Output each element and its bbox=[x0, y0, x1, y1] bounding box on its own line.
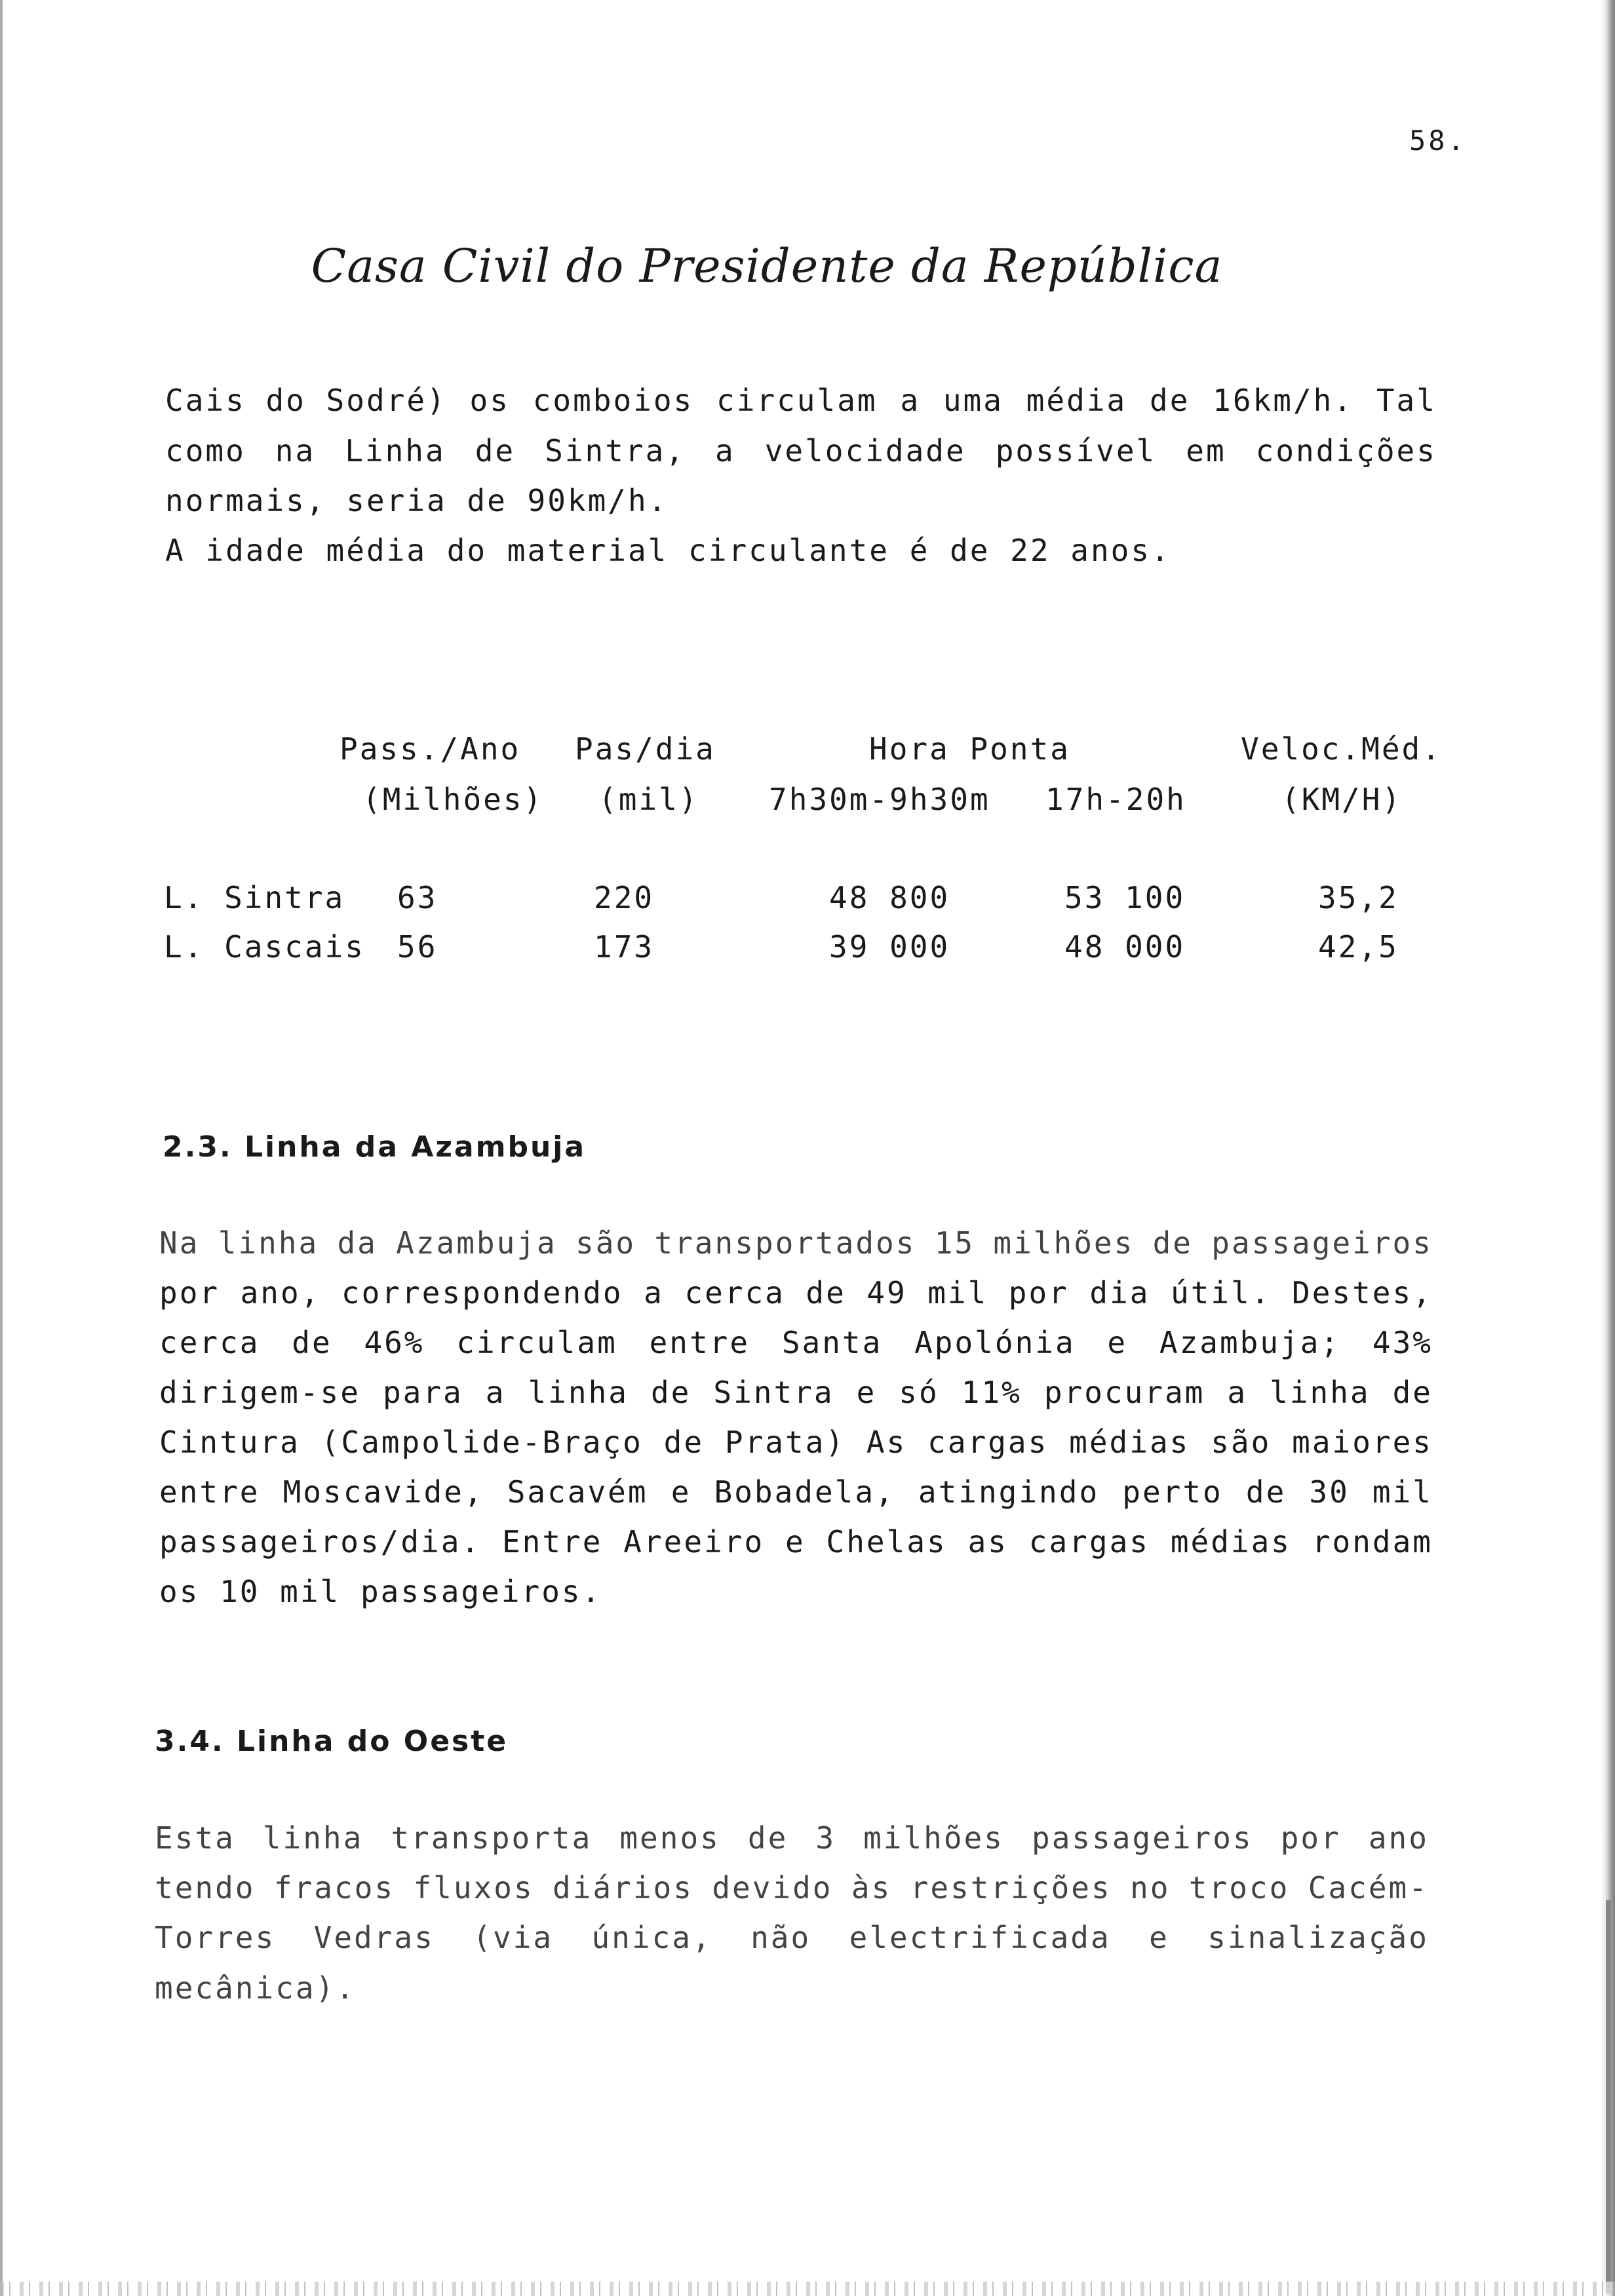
word: linha bbox=[262, 1820, 364, 1856]
row-veloc: 35,2 bbox=[1318, 880, 1399, 915]
word: da bbox=[337, 1225, 378, 1261]
word: transporta bbox=[391, 1820, 593, 1856]
word: electrificada bbox=[849, 1920, 1111, 1955]
word: ano bbox=[1368, 1820, 1429, 1856]
text-line bbox=[155, 1870, 1429, 1905]
header-pas-dia-unit: (mil) bbox=[598, 782, 699, 817]
word: Apolónia bbox=[914, 1325, 1076, 1360]
word: Entre bbox=[501, 1524, 603, 1559]
word: na bbox=[275, 433, 316, 469]
word: mil bbox=[1372, 1474, 1433, 1510]
text-line bbox=[159, 1524, 1433, 1559]
word: Torres bbox=[155, 1920, 276, 1955]
word: Cintura bbox=[159, 1425, 300, 1460]
text-line bbox=[159, 1474, 1433, 1510]
word: Sintra bbox=[713, 1375, 834, 1410]
word: condições bbox=[1255, 433, 1437, 469]
header-hora-ponta: Hora Ponta bbox=[869, 731, 1070, 767]
word: a bbox=[644, 1275, 664, 1311]
word: Moscavide, bbox=[282, 1474, 484, 1510]
text-line bbox=[165, 533, 1171, 568]
word: de bbox=[1392, 1375, 1433, 1410]
word: Tal bbox=[1376, 383, 1437, 418]
word: procuram bbox=[1043, 1375, 1205, 1410]
word: de bbox=[650, 1375, 691, 1410]
row-line: L. Sintra bbox=[164, 880, 345, 915]
word: normais, seria de 90km/h. bbox=[165, 483, 669, 518]
word: sinalização bbox=[1207, 1920, 1429, 1955]
word: a bbox=[715, 433, 735, 469]
word: diários bbox=[553, 1870, 693, 1905]
word: de bbox=[1245, 1474, 1287, 1510]
word: de bbox=[292, 1325, 332, 1360]
word: de bbox=[1152, 1225, 1193, 1261]
word: às bbox=[851, 1870, 892, 1905]
word: Vedras bbox=[313, 1920, 435, 1955]
text-line bbox=[159, 1574, 602, 1609]
word: de bbox=[663, 1425, 705, 1460]
word: (Campolide-Braço bbox=[321, 1425, 643, 1460]
word: linha bbox=[1270, 1375, 1371, 1410]
text-line bbox=[165, 433, 1437, 469]
row-pas-dia: 220 bbox=[594, 880, 655, 915]
word: mecânica). bbox=[155, 1970, 356, 2006]
word: e bbox=[1107, 1325, 1128, 1360]
word: maiores bbox=[1292, 1425, 1433, 1460]
word: Cais do Sodré) bbox=[165, 383, 447, 418]
word: Sacavém bbox=[507, 1474, 648, 1510]
text-line bbox=[165, 383, 1437, 418]
word: entre bbox=[649, 1325, 750, 1360]
word: a bbox=[1227, 1375, 1248, 1410]
word: circulam bbox=[456, 1325, 617, 1360]
word: correspondendo bbox=[341, 1275, 623, 1311]
word: são bbox=[1211, 1425, 1272, 1460]
word: fracos bbox=[273, 1870, 395, 1905]
word: cerca bbox=[159, 1325, 260, 1360]
section-heading-azambuja: 2.3. Linha da Azambuja bbox=[163, 1130, 587, 1164]
word: Areeiro bbox=[623, 1524, 765, 1559]
word: a bbox=[900, 383, 921, 418]
word: 15 bbox=[934, 1225, 975, 1261]
word: de bbox=[475, 433, 516, 469]
word: 3 bbox=[815, 1820, 836, 1856]
word: Linha bbox=[345, 433, 446, 469]
word: e bbox=[671, 1474, 691, 1510]
word: menos bbox=[619, 1820, 720, 1856]
word: não bbox=[750, 1920, 811, 1955]
word: Destes, bbox=[1292, 1275, 1433, 1311]
row-manha: 48 800 bbox=[829, 880, 950, 915]
text-line bbox=[159, 1325, 1433, 1360]
word: Bobadela, bbox=[714, 1474, 895, 1510]
word: ano, bbox=[240, 1275, 321, 1311]
word: Na bbox=[159, 1225, 200, 1261]
word: por bbox=[1280, 1820, 1341, 1856]
word: perto bbox=[1122, 1474, 1223, 1510]
word: dia bbox=[1089, 1275, 1150, 1311]
word: 46% bbox=[364, 1325, 425, 1360]
word: só bbox=[899, 1375, 939, 1410]
header-veloc-unit: (KM/H) bbox=[1281, 782, 1403, 817]
word: cerca bbox=[684, 1275, 785, 1311]
word: a bbox=[485, 1375, 506, 1410]
word: médias bbox=[1069, 1425, 1190, 1460]
word: troco bbox=[1188, 1870, 1290, 1905]
word: as bbox=[967, 1524, 1008, 1559]
word: linha bbox=[528, 1375, 629, 1410]
text-line bbox=[155, 1820, 1429, 1856]
row-tarde: 48 000 bbox=[1064, 929, 1186, 965]
word: mil bbox=[927, 1275, 988, 1311]
header-veloc: Veloc.Méd. bbox=[1241, 731, 1442, 767]
word: velocidade bbox=[764, 433, 966, 469]
header-manha: 7h30m-9h30m bbox=[769, 782, 990, 817]
word: Chelas bbox=[826, 1524, 947, 1559]
text-line bbox=[159, 1425, 1433, 1460]
word: e bbox=[856, 1375, 877, 1410]
word: de bbox=[747, 1820, 788, 1856]
scan-right-edge bbox=[1601, 0, 1615, 2296]
row-pas-dia: 173 bbox=[594, 929, 655, 965]
word: milhões bbox=[993, 1225, 1135, 1261]
word: entre bbox=[159, 1474, 260, 1510]
word: Sintra, bbox=[545, 433, 686, 469]
word: rondam bbox=[1312, 1524, 1433, 1559]
scan-left-edge bbox=[0, 0, 3, 2296]
word: única, bbox=[591, 1920, 712, 1955]
word: comboios bbox=[532, 383, 694, 418]
header-pass-ano: Pass./Ano bbox=[340, 731, 521, 767]
word: Azambuja bbox=[396, 1225, 557, 1261]
word: 30 bbox=[1309, 1474, 1350, 1510]
word: os 10 mil passageiros. bbox=[159, 1574, 602, 1609]
text-line bbox=[159, 1375, 1433, 1410]
word: passageiros bbox=[1032, 1820, 1253, 1856]
word: A idade média do material circulante é de 22 anos. bbox=[165, 533, 1171, 568]
word: Santa bbox=[781, 1325, 883, 1360]
word: médias bbox=[1170, 1524, 1291, 1559]
word: circulam bbox=[716, 383, 878, 418]
word: e bbox=[1149, 1920, 1169, 1955]
word: fluxos bbox=[413, 1870, 534, 1905]
text-line bbox=[159, 1225, 1433, 1261]
row-manha: 39 000 bbox=[829, 929, 950, 965]
row-veloc: 42,5 bbox=[1318, 929, 1399, 965]
letterhead-text: Casa Civil do Presidente da República bbox=[311, 239, 1223, 293]
word: transportados bbox=[654, 1225, 916, 1261]
word: 49 bbox=[866, 1275, 907, 1311]
word: 43% bbox=[1372, 1325, 1433, 1360]
word: passageiros/dia. bbox=[159, 1524, 482, 1559]
row-pass-ano: 56 bbox=[397, 929, 438, 965]
text-line bbox=[165, 483, 669, 518]
word: Cacém- bbox=[1308, 1870, 1429, 1905]
word: tendo bbox=[155, 1870, 256, 1905]
word: devido bbox=[712, 1870, 833, 1905]
word: linha bbox=[218, 1225, 319, 1261]
text-line bbox=[155, 1920, 1429, 1955]
word: são bbox=[575, 1225, 636, 1261]
row-pass-ano: 63 bbox=[397, 880, 438, 915]
header-pass-ano-unit: (Milhões) bbox=[362, 782, 544, 817]
word: média bbox=[1026, 383, 1127, 418]
word: passageiros bbox=[1211, 1225, 1433, 1261]
word: atingindo bbox=[918, 1474, 1100, 1510]
header-pas-dia: Pas/dia bbox=[575, 731, 716, 767]
scan-bottom-noise bbox=[0, 2282, 1615, 2296]
word: milhões bbox=[863, 1820, 1004, 1856]
page-number: 58. bbox=[1409, 124, 1467, 157]
word: possível bbox=[995, 433, 1157, 469]
word: As bbox=[866, 1425, 907, 1460]
word: (via bbox=[473, 1920, 554, 1955]
word: para bbox=[382, 1375, 463, 1410]
word: por bbox=[1008, 1275, 1069, 1311]
word: cargas bbox=[1028, 1524, 1150, 1559]
word: Esta bbox=[155, 1820, 235, 1856]
word: 11% bbox=[961, 1375, 1022, 1410]
header-tarde: 17h-20h bbox=[1045, 782, 1186, 817]
word: Azambuja; bbox=[1159, 1325, 1341, 1360]
word: Prata) bbox=[724, 1425, 846, 1460]
row-tarde: 53 100 bbox=[1064, 880, 1186, 915]
word: dirigem-se bbox=[159, 1375, 360, 1410]
word: cargas bbox=[927, 1425, 1049, 1460]
word: de bbox=[1150, 383, 1190, 418]
word: por bbox=[159, 1275, 220, 1311]
section-heading-oeste: 3.4. Linha do Oeste bbox=[155, 1725, 509, 1758]
word: e bbox=[785, 1524, 806, 1559]
word: os bbox=[469, 383, 510, 418]
text-line bbox=[155, 1970, 356, 2006]
letterhead-script bbox=[311, 220, 1223, 311]
row-line: L. Cascais bbox=[164, 929, 365, 965]
word: em bbox=[1186, 433, 1226, 469]
word: restrições bbox=[910, 1870, 1112, 1905]
word: de bbox=[806, 1275, 846, 1311]
word: útil. bbox=[1171, 1275, 1272, 1311]
word: uma bbox=[943, 383, 1003, 418]
text-line bbox=[159, 1275, 1433, 1311]
word: como bbox=[165, 433, 246, 469]
word: 16km/h. bbox=[1213, 383, 1354, 418]
word: no bbox=[1130, 1870, 1171, 1905]
